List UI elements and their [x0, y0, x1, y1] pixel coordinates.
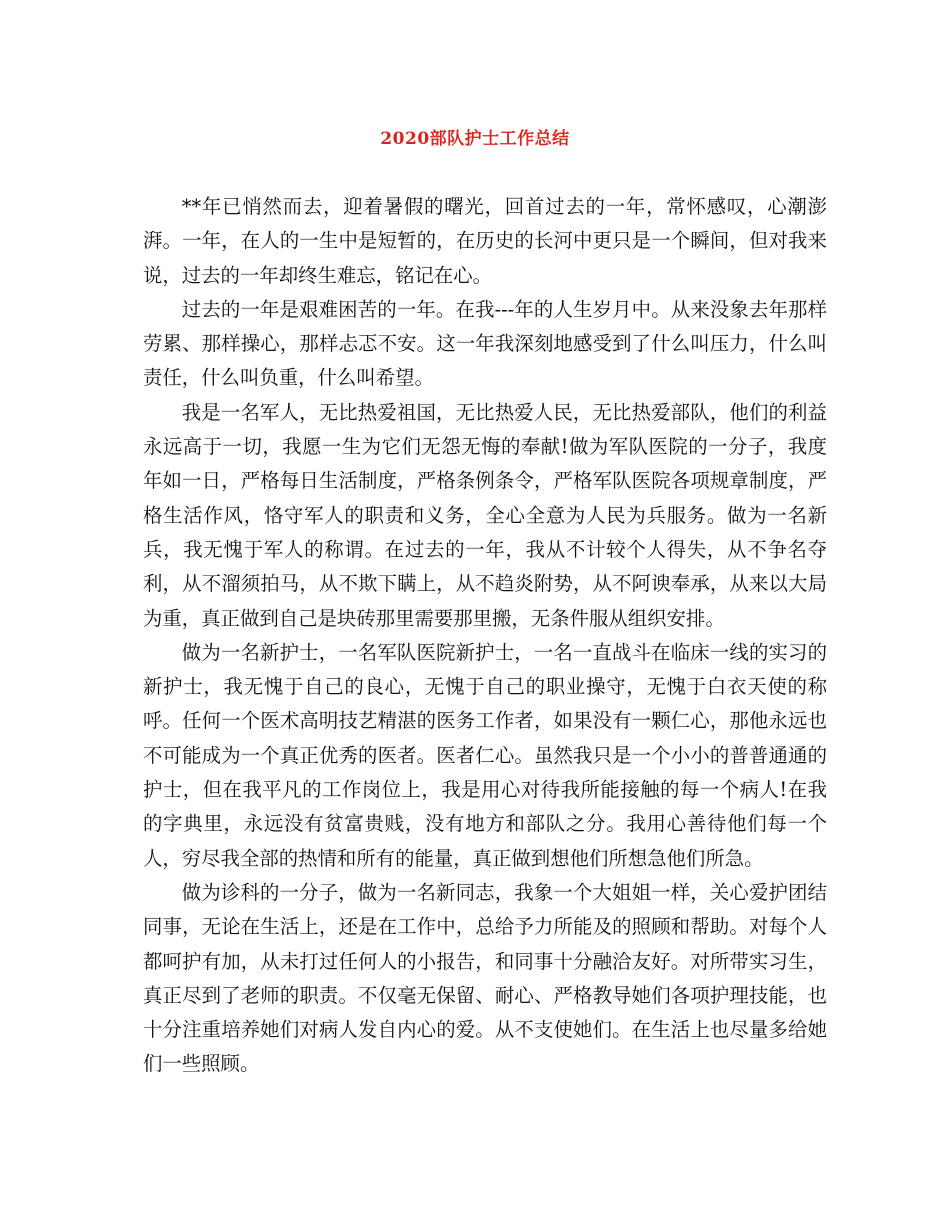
document-body [143, 190, 827, 1082]
paragraph: 做为诊科的一分子，做为一名新同志，我象一个大姐姐一样，关心爱护团结同事，无论在生活上，还是在工作中，总给予力所能及的照顾和帮助。对每个人都呵护有加，从未打过任何人的小报告，和同事十分融洽友好。对所带实习生，真正尽到了老师的职责。不仅毫无保留、耐心、严格教导她们各项护理技能，也十分注重培养她们对病人发自内心的爱。从不支使她们。在生活上也尽量多给她们一些照顾。 [143, 880, 827, 1076]
paragraph: 我是一名军人，无比热爱祖国，无比热爱人民，无比热爱部队，他们的利益永远高于一切，我愿一生为它们无怨无悔的奉献!做为军队医院的一分子，我度年如一日，严格每日生活制度，严格条例条令，严格军队医院各项规章制度，严格生活作风，恪守军人的职责和义务，全心全意为人民为兵服务。做为一名新兵，我无愧于军人的称谓。在过去的一年，我从不计较个人得失，从不争名夺利，从不溜须拍马，从不欺下瞒上，从不趋炎附势，从不阿谀奉承，从来以大局为重，真正做到自己是块砖那里需要那里搬，无条件服从组织安排。 [143, 400, 827, 630]
document-title: 2020部队护士工作总结 [380, 129, 570, 149]
paragraph: 做为一名新护士，一名军队医院新护士，一名一直战斗在临床一线的实习的新护士，我无愧于自己的良心，无愧于自己的职业操守，无愧于白衣天使的称呼。任何一个医术高明技艺精湛的医务工作者，如果没有一颗仁心，那他永远也不可能成为一个真正优秀的医者。医者仁心。虽然我只是一个小小的普普通通的护士，但在我平凡的工作岗位上，我是用心对待我所能接触的每一个病人!在我的字典里，永远没有贫富贵贱，没有地方和部队之分。我用心善待他们每一个人，穷尽我全部的热情和所有的能量，真正做到想他们所想急他们所急。 [143, 640, 827, 870]
paragraph: **年已悄然而去，迎着暑假的曙光，回首过去的一年，常怀感叹，心潮澎湃。一年，在人的一生中是短暂的，在历史的长河中更只是一个瞬间，但对我来说，过去的一年却终生难忘，铭记在心。 [143, 195, 827, 287]
paragraph: 过去的一年是艰难困苦的一年。在我---年的人生岁月中。从来没象去年那样劳累、那样操心，那样忐忑不安。这一年我深刻地感受到了什么叫压力，什么叫责任，什么叫负重，什么叫希望。 [143, 297, 827, 390]
